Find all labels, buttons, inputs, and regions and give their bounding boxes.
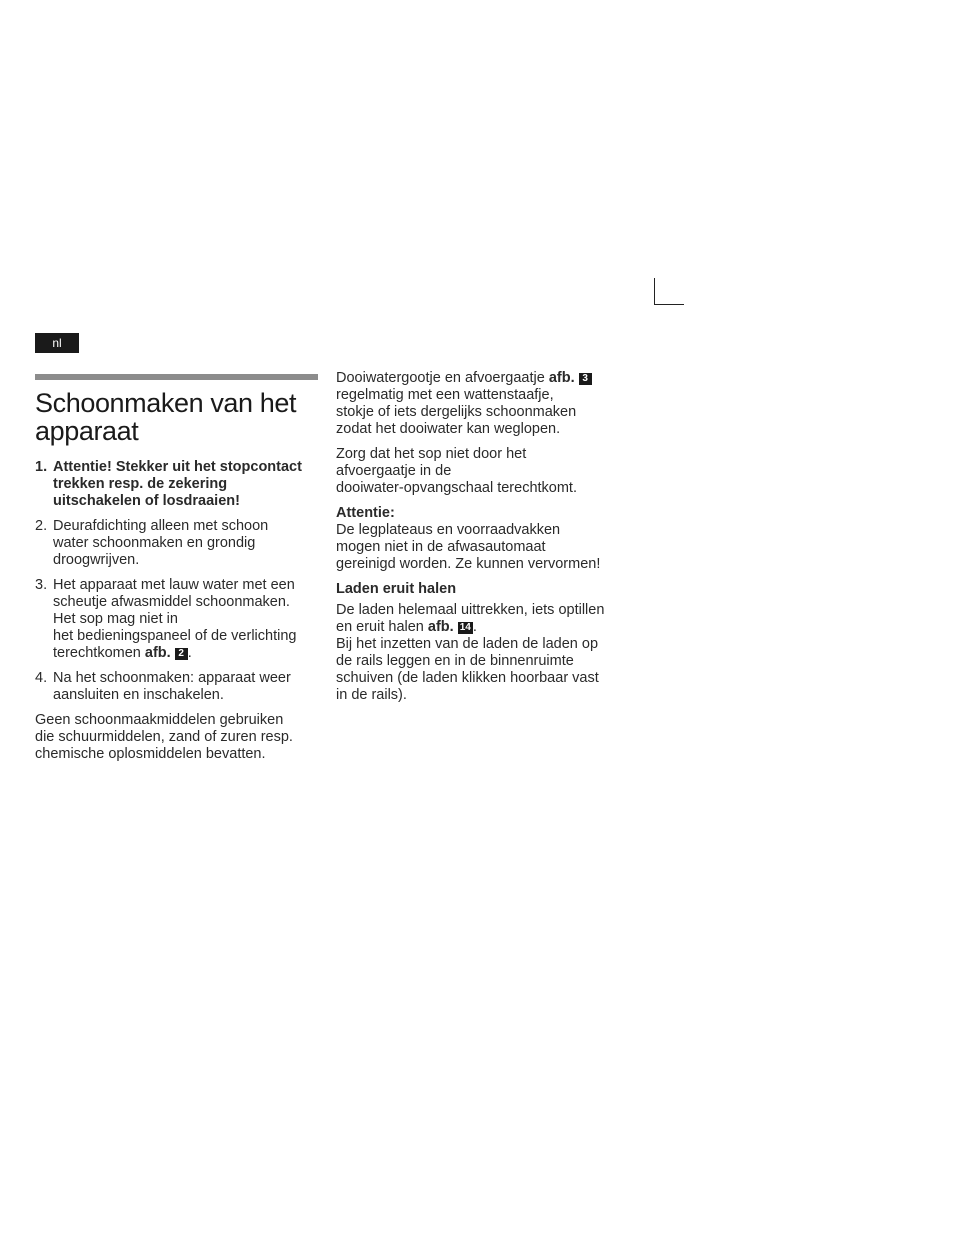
attentie-paragraph: Attentie: De legplateaus en voorraadvakken mogen niet in de afwasautomaat gereinigd worden. Ze kunnen vervormen! (336, 505, 621, 573)
crop-mark-horizontal (654, 304, 684, 305)
drain-paragraph: Dooiwatergootje en afvoergaatje afb. 3 regelmatig met een wattenstaafje, stokje of iets dergelijks schoonmaken zodat het dooiwater kan weglopen. (336, 370, 621, 438)
soap-warning-paragraph: Zorg dat het sop niet door het afvoergaatje in de dooiwater-opvangschaal terechtkomt. (336, 446, 577, 496)
page-title: Schoonmaken van het apparaat (35, 388, 297, 446)
step-3: 3. Het apparaat met lauw water met een scheutje afwasmiddel schoonmaken. Het sop mag niet in het bedieningspaneel of de verlichting terechtkomen afb. 2 . (35, 577, 297, 661)
figure-number-badge: 14 (459, 622, 471, 633)
figure-reference: afb. (427, 619, 454, 635)
right-column (336, 370, 621, 712)
figure-reference: afb. (548, 370, 575, 386)
step-1: 1. Attentie! Stekker uit het stopcontact trekken resp. de zekering uitschakelen of losdraaien! (35, 459, 302, 509)
drawers-heading: Laden eruit halen (336, 581, 457, 597)
figure-reference: afb. (144, 645, 171, 661)
section-rule (35, 374, 318, 380)
attentie-heading: Attentie: (336, 505, 395, 521)
figure-number-badge: 3 (579, 373, 592, 385)
figure-number-badge: 2 (175, 648, 188, 660)
crop-mark-vertical (654, 278, 655, 305)
language-badge: nl (35, 333, 79, 353)
cleaning-agent-note: Geen schoonmaakmiddelen gebruiken die schuurmiddelen, zand of zuren resp. chemische oplosmiddelen bevatten. (35, 712, 293, 762)
step-2: 2. Deurafdichting alleen met schoon water schoonmaken en grondig droogwrijven. (35, 518, 269, 568)
step-4: 4. Na het schoonmaken: apparaat weer aansluiten en inschakelen. (35, 670, 291, 703)
left-column (35, 374, 318, 771)
cleaning-steps (35, 459, 318, 704)
drawers-section: Laden eruit halen De laden helemaal uittrekken, iets optillen en eruit halen afb. 14 . Bij het inzetten van de laden de laden op de rails leggen en in de binnenruimte schuiven (de laden klikken hoorbaar vast in de rails). (336, 581, 621, 704)
